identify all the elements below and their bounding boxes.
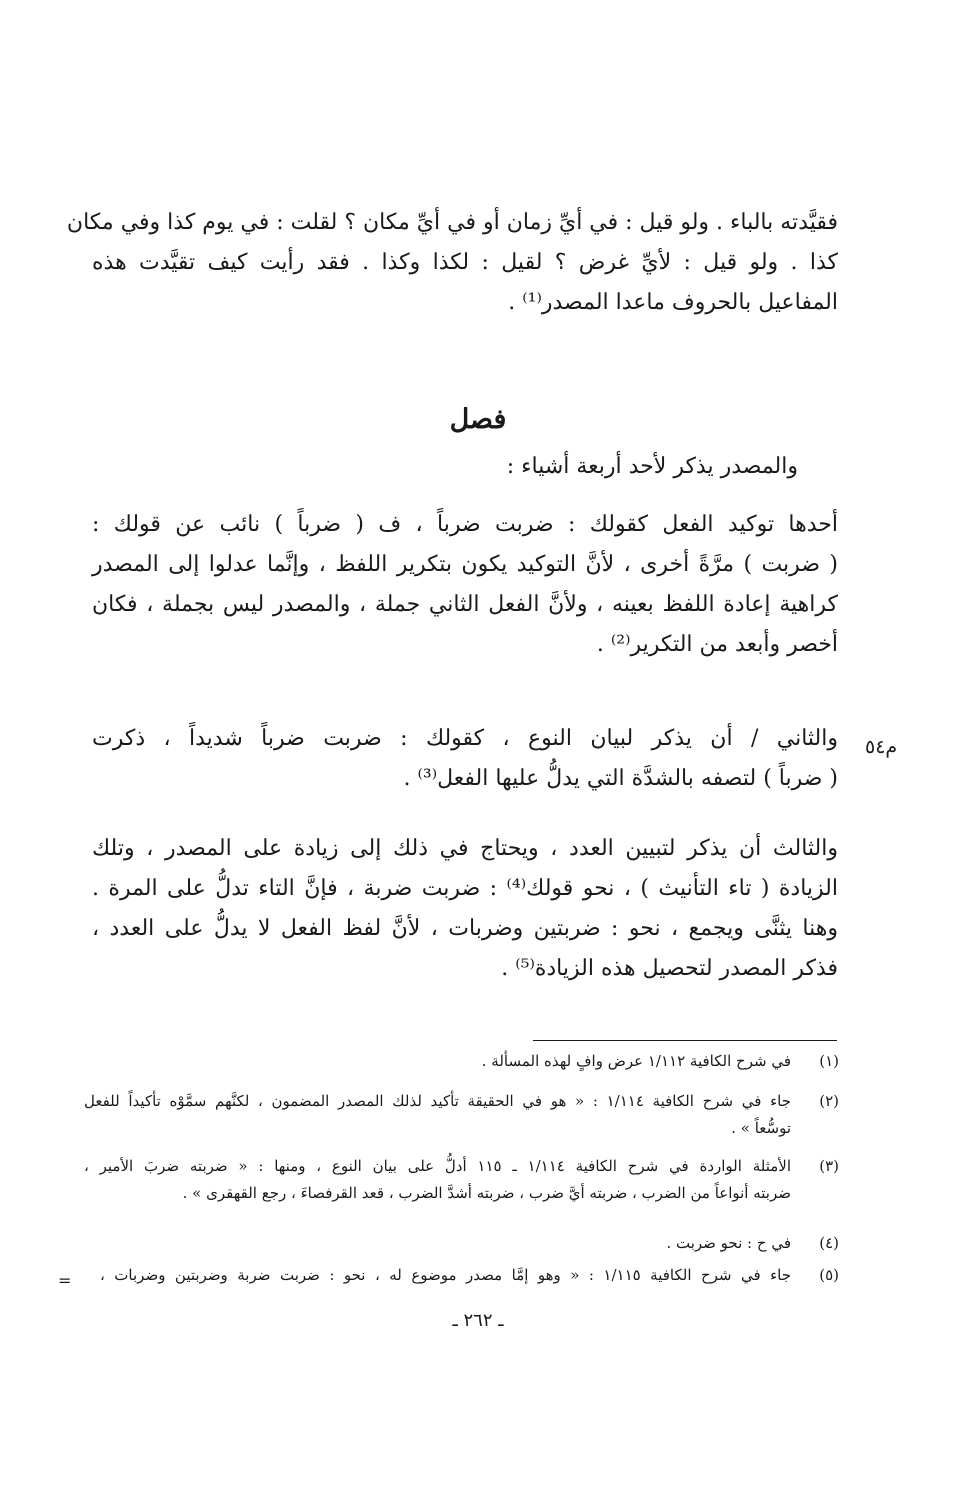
footnote-text: جاء في شرح الكافية ١/١١٥ : « وهو إمَّا مصدر موضوع له ، نحو : ضربت ضربة وضربتين وضربات ، [100, 1266, 791, 1284]
footnote-number: (٥) [819, 1266, 839, 1284]
footnote [84, 1234, 839, 1261]
text-line: والمصدر يذكر لأحد أربعة أشياء : [506, 454, 798, 479]
footnote [84, 1157, 839, 1211]
paragraph-2 [92, 728, 838, 808]
text-line: وهنا يثنَّى ويجمع ، نحو : ضربتين وضربات ، لأنَّ لفظ الفعل لا يدلُّ على العدد ، [92, 916, 838, 941]
footnote-number: (٤) [819, 1234, 839, 1252]
footnote-text: في شرح الكافية ١/١١٢ عرض وافٍ لهذه المسألة . [481, 1052, 791, 1070]
footnote [100, 1266, 839, 1293]
text-line: والثاني / أن يذكر لبيان النوع ، كقولك : ضربت ضرباً شديداً ، ذكرت [92, 726, 838, 751]
text-line: كذا . ولو قيل : لأيِّ غرض ؟ لقيل : لكذا وكذا . فقد رأيت كيف تقيَّدت هذه [92, 250, 838, 275]
text-line: المفاعيل بالحروف ماعدا المصدر⁽¹⁾ . [508, 290, 838, 315]
top-paragraph [66, 210, 838, 332]
footnote-number: (٢) [819, 1092, 839, 1110]
footnote-text: ضربته أنواعاً من الضرب ، ضربته أيَّ ضرب ، ضربته أشدَّ الضرب ، قعد القرفصاءَ ، رجع القهقرى » . [182, 1184, 791, 1202]
text-line: ( ضربت ) مرَّةً أخرى ، لأنَّ التوكيد يكون بتكرير اللفظ ، وإنَّما عدلوا إلى المصدر [92, 552, 838, 577]
text-line: ( ضرباً ) لتصفه بالشدَّة التي يدلُّ عليها الفعل⁽³⁾ . [403, 766, 838, 791]
text-line: فذكر المصدر لتحصيل هذه الزيادة⁽⁵⁾ . [501, 956, 838, 981]
paragraph-1 [92, 514, 838, 674]
text-line: كراهية إعادة اللفظ بعينه ، ولأنَّ الفعل الثاني جملة ، والمصدر ليس بجملة ، فكان [92, 592, 838, 617]
footnote [84, 1092, 839, 1146]
footnote-text: توسُّعاً » . [731, 1119, 791, 1137]
margin-note: م٥٤ [865, 736, 898, 758]
paragraph-3 [92, 838, 838, 998]
text-line: الزيادة ( تاء التأنيث ) ، نحو قولك⁽⁴⁾ : ضربت ضربة ، فإنَّ التاء تدلُّ على المرة . [92, 876, 839, 901]
footnote-number: (٣) [819, 1157, 839, 1175]
text-line: أخصر وأبعد من التكرير⁽²⁾ . [596, 632, 838, 657]
footnote-text: الأمثلة الواردة في شرح الكافية ١/١١٤ ـ ١١٥ أدلُّ على بيان النوع ، ومنها : « ضربته ضربَ الأمير ، [84, 1157, 791, 1175]
text-line: فقيَّدته بالباء . ولو قيل : في أيِّ زمان أو في أيِّ مكان ؟ لقلت : في يوم كذا وفي مكان [66, 210, 838, 235]
footnote-number: (١) [819, 1052, 839, 1070]
footnote-text: جاء في شرح الكافية ١/١١٤ : « هو في الحقيقة تأكيد لذلك المصدر المضمون ، لكنَّهم سمَّوْه تأكيداً للفعل [84, 1092, 792, 1110]
text-line: والثالث أن يذكر لتبيين العدد ، ويحتاج في ذلك إلى زيادة على المصدر ، وتلك [92, 836, 838, 861]
intro-line [92, 456, 838, 496]
text-line: أحدها توكيد الفعل كقولك : ضربت ضرباً ، ف ( ضرباً ) نائب عن قولك : [92, 512, 838, 537]
footnote [84, 1052, 839, 1079]
page-number: ـ ٢٦٢ ـ [452, 1310, 504, 1331]
footnote-text: في ح : نحو ضربت . [666, 1234, 791, 1252]
section-heading: فصل [449, 404, 507, 435]
continuation-mark: = [58, 1271, 72, 1290]
footnote-separator [533, 1040, 837, 1041]
